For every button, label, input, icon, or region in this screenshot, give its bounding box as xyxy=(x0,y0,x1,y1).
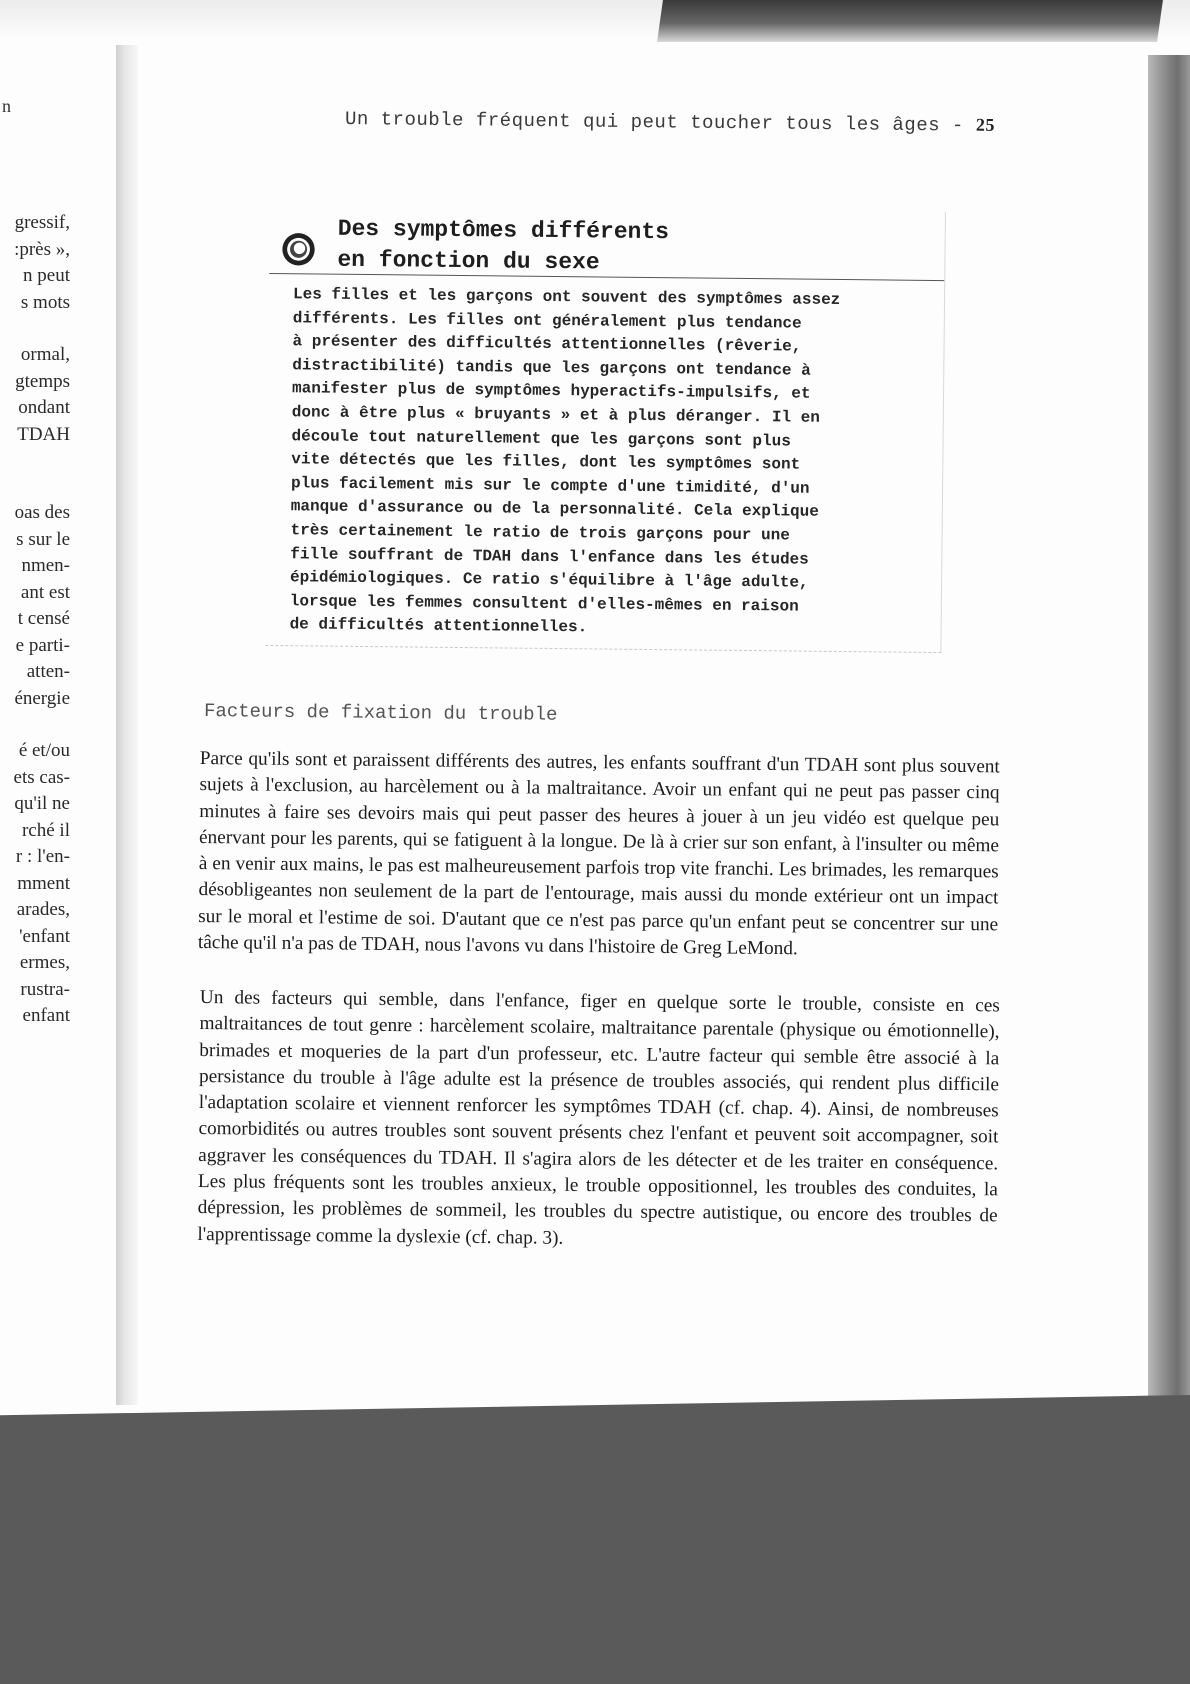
scan-top-dark-edge xyxy=(657,0,1163,42)
sidebar-box xyxy=(265,205,946,653)
box-body-line: Les filles et les garçons ont souvent des symptômes assez xyxy=(292,285,841,309)
left-fragment-line: TDAH xyxy=(17,423,70,445)
left-fragment-line: mment xyxy=(17,872,70,894)
box-body-line: de difficultés attentionnelles. xyxy=(289,615,588,637)
left-fragment-group-4 xyxy=(0,738,70,1030)
box-body-line: fille souffrant de TDAH dans l'enfance dans les études xyxy=(290,544,809,569)
left-fragment-line: ant est xyxy=(20,581,70,603)
left-fragment-line: rché il xyxy=(21,819,70,841)
box-title xyxy=(337,214,669,279)
box-body-line: découle tout naturellement que les garçons sont plus xyxy=(291,426,791,451)
left-fragment-line: gtemps xyxy=(15,370,70,392)
left-fragment-line: 'enfant xyxy=(19,925,70,947)
concentric-circle-icon xyxy=(279,230,317,268)
box-body-line: plus facilement mis sur le compte d'une timidité, d'un xyxy=(290,473,810,498)
box-body-line: vite détectés que les filles, dont les symptômes sont xyxy=(291,450,801,474)
left-fragment-line: r : l'en- xyxy=(15,846,70,867)
left-fragment-line: enfant xyxy=(22,1005,70,1026)
box-title-line-1: Des symptômes différents xyxy=(337,215,670,246)
box-body-line: différents. Les filles ont généralement plus tendance xyxy=(292,308,802,333)
left-fragment-line: gressif, xyxy=(14,212,70,233)
box-body-line: épidémiologiques. Ce ratio s'équilibre à l'âge adulte, xyxy=(290,568,809,592)
running-header xyxy=(345,108,995,137)
scanner-bed-background xyxy=(0,1395,1190,1684)
left-fragment-line: t censé xyxy=(17,608,70,629)
running-title: Un trouble fréquent qui peut toucher tous les âges - xyxy=(344,108,964,137)
box-body-line: manifester plus de symptômes hyperactifs-impulsifs, et xyxy=(291,379,811,404)
box-body-line: distractibilité) tandis que les garçons ont tendance à xyxy=(292,356,811,380)
left-fragment-line: ermes, xyxy=(19,952,70,973)
box-body-line: manque d'assurance ou de la personnalité. Cela explique xyxy=(290,497,820,522)
left-fragment-line: ets cas- xyxy=(13,766,70,788)
left-fragment-group-2 xyxy=(0,342,70,448)
left-fragment-line: e parti- xyxy=(15,634,70,656)
left-page-fragments xyxy=(0,210,70,1030)
section-heading: Facteurs de fixation du trouble xyxy=(203,700,558,726)
left-fragment-group-1 xyxy=(0,210,70,316)
left-fragment-line: ondant xyxy=(18,397,70,418)
left-fragment-line: s mots xyxy=(20,291,70,313)
left-fragment-line: rustra- xyxy=(20,978,70,1000)
left-fragment-line: ormal, xyxy=(20,344,70,365)
left-fragment-line: s sur le xyxy=(16,528,70,550)
left-fragment-line: é et/ou xyxy=(18,740,70,761)
box-body-line: à présenter des difficultés attentionnelles (rêverie, xyxy=(292,332,802,356)
box-title-line-2: en fonction du sexe xyxy=(337,246,600,276)
body-paragraph-1: Parce qu'ils sont et paraissent différents des autres, les enfants souffrant d'un TDAH sont plus souvent sujets à l'exclusion, au harcèlement ou à la maltraitance. Avoir un enfant qui ne peut pas passer cinq minutes à faire ses devoirs mais qui peut passer des heures à jouer à un jeu vidéo est quelque peu énervant pour les parents, qui se fatiguent à la longue. De là à crier sur son enfant, à l'insulter ou même à en venir aux mains, le pas est malheureusement parfois trop vite franchi. Les brimades, les remarques désobligeantes non seulement de la part de l'entourage, mais aussi du monde extérieur ont un impact sur le moral et l'estime de soi. D'autant que ce n'est pas parce qu'un enfant peut se concentrer sur une tâche qu'il n'a pas de TDAH, nous l'avons vu dans l'histoire de Greg LeMond. xyxy=(197,747,1000,960)
left-fragment-line: qu'il ne xyxy=(14,793,70,814)
left-fragment-line: arades, xyxy=(16,899,70,920)
left-fragment-line: n peut xyxy=(23,265,70,286)
left-fragment-line: énergie xyxy=(14,687,70,709)
book-gutter xyxy=(116,45,138,1405)
left-fragment-group-3 xyxy=(0,500,70,712)
left-fragment-line: :près », xyxy=(14,238,70,260)
box-body-line: lorsque les femmes consultent d'elles-mêmes en raison xyxy=(289,591,799,616)
left-fragment-line: nmen- xyxy=(21,555,70,576)
left-fragment-line: oas des xyxy=(14,502,70,523)
left-fragment-line: atten- xyxy=(26,661,70,682)
box-body-line: donc à être plus « bruyants » et à plus déranger. Il en xyxy=(291,403,820,427)
page-stack-edge xyxy=(1148,55,1190,1415)
page-number: 25 xyxy=(975,114,995,135)
box-body-line: très certainement le ratio de trois garçons pour une xyxy=(290,521,790,545)
left-page-edge-letter: n xyxy=(2,96,11,116)
body-paragraph-2: Un des facteurs qui semble, dans l'enfance, figer en quelque sorte le trouble, consiste en ces maltraitances de tout genre : harcèlement scolaire, maltraitance parentale (physique ou émotionnelle), brimades et moqueries de la part d'un professeur, etc. L'autre facteur qui semble être associé à la persistance du trouble à l'âge adulte est la présence de troubles associés, qui rendent plus difficile l'adaptation scolaire et viennent renforcer les symptômes TDAH (cf. chap. 4). Ainsi, de nombreuses comorbidités ou autres troubles sont souvent présents chez l'enfant et peuvent soit accompagner, soit aggraver les conséquences du TDAH. Il s'agira alors de les détecter et de les traiter en conséquence. Les plus fréquents sont les troubles anxieux, le trouble oppositionnel, les troubles des conduites, la dépression, les problèmes de sommeil, les troubles du spectre autistique, ou encore des troubles de l'apprentissage comme la dyslexie (cf. chap. 3). xyxy=(197,986,1000,1249)
box-body-text xyxy=(289,283,933,644)
